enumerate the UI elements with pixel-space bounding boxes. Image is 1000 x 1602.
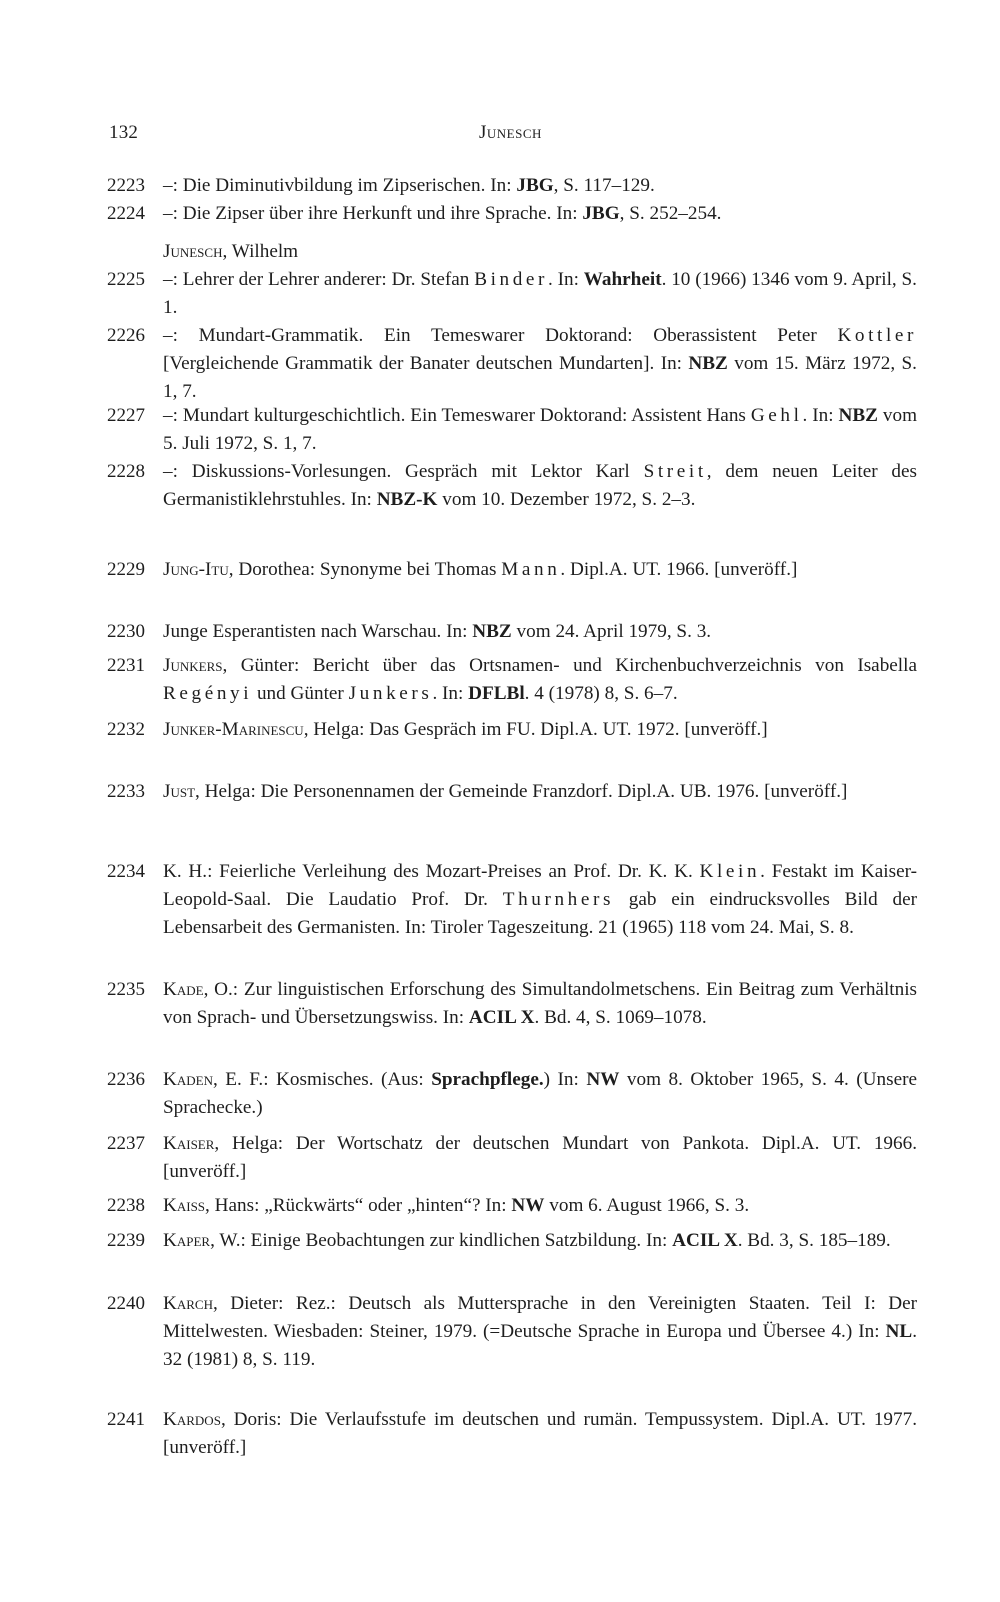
entry-text: –: Die Diminutivbildung im Zipserischen. In: JBG, S. 117–129. [163, 175, 655, 196]
entry-number: 2235 [107, 979, 145, 1000]
entry-number: 2224 [107, 203, 145, 224]
entry-number: 2234 [107, 861, 145, 882]
bibliography-entry [107, 458, 917, 514]
entry-text: Kardos, Doris: Die Verlaufsstufe im deutschen und rumän. Tempussystem. Dipl.A. UT. 1977. [unveröff.] [163, 1409, 917, 1458]
entry-number: 2233 [107, 781, 145, 802]
bibliography-entry [107, 1130, 917, 1186]
bibliography-entry [107, 322, 917, 405]
entry-text: Kaden, E. F.: Kosmisches. (Aus: Sprachpflege.) In: NW vom 8. Oktober 1965, S. 4. (Unsere Sprachecke.) [163, 1069, 917, 1118]
entry-number: 2241 [107, 1409, 145, 1430]
entry-number: 2225 [107, 269, 145, 290]
bibliography-entry [107, 172, 917, 200]
bibliography-entry [107, 1192, 917, 1220]
entry-text: –: Mundart-Grammatik. Ein Temeswarer Doktorand: Oberassistent Peter Kottler [Vergleichende Grammatik der Banater deutschen Mundarten]. In: NBZ vom 15. März 1972, S. 1, 7. [163, 325, 917, 402]
entry-text: Junkers, Günter: Bericht über das Ortsnamen- und Kirchenbuchverzeichnis von Isabella Regényi und Günter Junkers. In: DFLBl. 4 (1978) 8, S. 6–7. [163, 655, 917, 704]
bibliography-entry [107, 266, 917, 322]
bibliography-entry [107, 1227, 917, 1255]
entry-text: Kade, O.: Zur linguistischen Erforschung des Simultandolmetschens. Ein Beitrag zum Verhältnis von Sprach- und Übersetzungswiss. In: ACIL X. Bd. 4, S. 1069–1078. [163, 979, 917, 1028]
entry-text: Junker-Marinescu, Helga: Das Gespräch im FU. Dipl.A. UT. 1972. [unveröff.] [163, 719, 768, 740]
entry-number: 2232 [107, 719, 145, 740]
bibliography-entry [107, 976, 917, 1032]
entry-number: 2231 [107, 655, 145, 676]
bibliography-entry [107, 652, 917, 708]
entry-text: Jung-Itu, Dorothea: Synonyme bei Thomas Mann. Dipl.A. UT. 1966. [unveröff.] [163, 559, 798, 580]
entry-text: Kaiss, Hans: „Rückwärts“ oder „hinten“? In: NW vom 6. August 1966, S. 3. [163, 1195, 750, 1216]
bibliography-entry [107, 200, 917, 228]
entry-number: 2229 [107, 559, 145, 580]
bibliography-entry [107, 618, 917, 646]
entry-number: 2227 [107, 405, 145, 426]
entry-text: Karch, Dieter: Rez.: Deutsch als Muttersprache in den Vereinigten Staaten. Teil I: Der Mittelwesten. Wiesbaden: Steiner, 1979. (=Deutsche Sprache in Europa und Übersee 4.) In: NL. 32 (1981) 8, S. 119. [163, 1293, 917, 1370]
entry-number: 2238 [107, 1195, 145, 1216]
entry-text: –: Lehrer der Lehrer anderer: Dr. Stefan Binder. In: Wahrheit. 10 (1966) 1346 vom 9. April, S. 1. [163, 269, 917, 318]
entry-text: Junge Esperantisten nach Warschau. In: NBZ vom 24. April 1979, S. 3. [163, 621, 712, 642]
bibliography-entry [107, 1290, 917, 1373]
entry-text: –: Mundart kulturgeschichtlich. Ein Temeswarer Doktorand: Assistent Hans Gehl. In: NBZ vom 5. Juli 1972, S. 1, 7. [163, 405, 917, 454]
bibliography-entry [107, 858, 917, 941]
entry-number: 2240 [107, 1293, 145, 1314]
entry-text: Kaiser, Helga: Der Wortschatz der deutschen Mundart von Pankota. Dipl.A. UT. 1966. [unveröff.] [163, 1133, 917, 1182]
author-heading: Junesch, Wilhelm [163, 241, 299, 262]
bibliography-entry [107, 402, 917, 458]
running-head: Junesch [479, 122, 542, 143]
entry-text: –: Diskussions-Vorlesungen. Gespräch mit Lektor Karl Streit, dem neuen Leiter des Germanistiklehrstuhles. In: NBZ-K vom 10. Dezember 1972, S. 2–3. [163, 461, 918, 510]
entry-number: 2223 [107, 175, 145, 196]
bibliography-entry [107, 1406, 917, 1462]
entry-text: Kaper, W.: Einige Beobachtungen zur kindlichen Satzbildung. In: ACIL X. Bd. 3, S. 185–189. [163, 1230, 891, 1251]
entry-text: Just, Helga: Die Personennamen der Gemeinde Franzdorf. Dipl.A. UB. 1976. [unveröff.] [163, 781, 848, 802]
bibliography-entry [107, 716, 917, 744]
entry-number: 2228 [107, 461, 145, 482]
entry-number: 2226 [107, 325, 145, 346]
entry-number: 2236 [107, 1069, 145, 1090]
entry-number: 2230 [107, 621, 145, 642]
entry-text: –: Die Zipser über ihre Herkunft und ihre Sprache. In: JBG, S. 252–254. [163, 203, 722, 224]
bibliography-entry [107, 778, 917, 806]
bibliography-entry [107, 556, 917, 584]
entry-text: K. H.: Feierliche Verleihung des Mozart-Preises an Prof. Dr. K. K. Klein. Festakt im Kaiser-Leopold-Saal. Die Laudatio Prof. Dr. Thurnhers gab ein eindrucksvolles Bild der Lebensarbeit des Germanisten. In: Tiroler Tageszeitung. 21 (1965) 118 vom 24. Mai, S. 8. [163, 861, 917, 938]
page-number: 132 [109, 122, 139, 143]
bibliography-entry [107, 1066, 917, 1122]
entry-number: 2239 [107, 1230, 145, 1251]
entry-number: 2237 [107, 1133, 145, 1154]
